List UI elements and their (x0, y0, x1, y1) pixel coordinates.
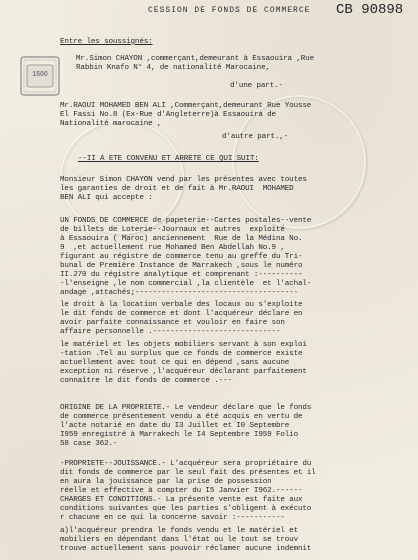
line: Entre les soussignés: (60, 38, 153, 46)
document-reference: CB 90898 (336, 2, 404, 18)
line: réelle et effective à compter du I5 Janvier I962.------ (60, 487, 303, 495)
line: 9 ,et actuellement rue Mohamed Ben Abdellah No.9 , (60, 244, 285, 252)
line: exception ni réserve ,l'acquéreur déclarant parfaitement (60, 368, 307, 376)
line: El Fassi No.8 (Ex-Rue d'Angleterre)à Essaouira de (60, 111, 276, 119)
line: l'acte notarié en date du I3 Juillet et I0 Septembre (60, 422, 290, 430)
line: les garanties de droit et de fait à Mr.RAOUI MOHAMED (60, 185, 294, 193)
line: -l'enseigne ,le nom commercial ,la clientèle et l'achal- (60, 280, 312, 288)
line: a)l'acquéreur prendra le fonds vendu et le matériel et (60, 527, 298, 535)
line: en aura la jouissance par la prise de possession (60, 478, 272, 486)
line: I959 enregistré à Marrakech le I4 Septembre I959 Folio (60, 431, 298, 439)
line: Rabbin Knafo N° 4, de nationalité Marocaine, (76, 64, 270, 72)
line: -PROPRIETE--JOUISSANCE.- L'acquéreur sera propriétaire du (60, 460, 312, 468)
line: UN FONDS DE COMMERCE de papeterie--Cartes postales--vente (60, 217, 312, 225)
line: de billets de Loterie--Journaux et autres exploité (60, 226, 285, 234)
line: affaire personnelle .----------------------------- (60, 328, 281, 336)
line: avoir parfaite connaissance et vouloir en faire son (60, 319, 285, 327)
line: le droit à la location verbale des locaux ou s'exploite (60, 301, 303, 309)
stamp-value: 1500 (32, 71, 48, 78)
line: bunal de Première Instance de Marrakech ,sous le numéro (60, 262, 303, 270)
line: Nationalité marocaine , (60, 120, 162, 128)
line: d'une part.- (230, 82, 283, 90)
line: CHARGES ET CONDITIONS.- La présente vente est faite aux (60, 496, 303, 504)
line: Mr.Simon CHAYON ,commerçant,demeurant à Essaouira ,Rue (76, 55, 314, 63)
line: de commerce présentement vendu a été acquis en vertu de (60, 413, 303, 421)
line: conditions suivantes que les parties s'obligent à exécuto (60, 505, 312, 513)
line: -tation .Tel au surplus que ce fonds de commerce existe (60, 350, 303, 358)
line: andage ,attachés;------------------------------------- (60, 289, 298, 297)
line: --II A ETE CONVENU ET ARRETE CE QUI SUIT: (78, 155, 259, 163)
line: II.270 du régistre analytique et comprenant :---------- (60, 271, 303, 279)
line: Monsieur Simon CHAYON vend par les présentes avec toutes (60, 176, 307, 184)
line: trouve actuellement sans pouvoir réclamer aucune indemnit (60, 545, 312, 553)
line: le dit fonds de commerce et dont l'acquéreur déclare en (60, 310, 303, 318)
fiscal-stamp (20, 56, 60, 96)
line: 58 case 362.- (60, 440, 118, 448)
line: mobiliers en dépendant dans l'état ou le tout se trouv (60, 536, 298, 544)
line: actuellement avec tout ce qui en dépend ,sans aucune (60, 359, 290, 367)
document-title: CESSION DE FONDS DE COMMERCE (148, 6, 311, 15)
line: d'autre part.,- (222, 133, 289, 141)
line: figurant au régistre de commerce tenu au greffe du Tri- (60, 253, 303, 261)
line: le matériel et les objets mobiliers servant à son exploi (60, 341, 307, 349)
line: Mr.RAOUI MOHAMED BEN ALI ,Commerçant,demeurant Rue Yousse (60, 102, 312, 110)
line: à Essaouira ( Maroc) anciennement Rue de la Médina No. (60, 235, 303, 243)
line: ORIGINE DE LA PROPRIETE.- Le vendeur déclare que le fonds (60, 404, 312, 412)
line: r chacune en ce qui la concerne savoir :----------- (60, 514, 285, 522)
line: BEN ALI qui accepte : (60, 194, 153, 202)
line: connaître le dit fonds de commerce .--- (60, 377, 232, 385)
line: dit fonds de commerce par le seul fait des présentes et il (60, 469, 316, 477)
